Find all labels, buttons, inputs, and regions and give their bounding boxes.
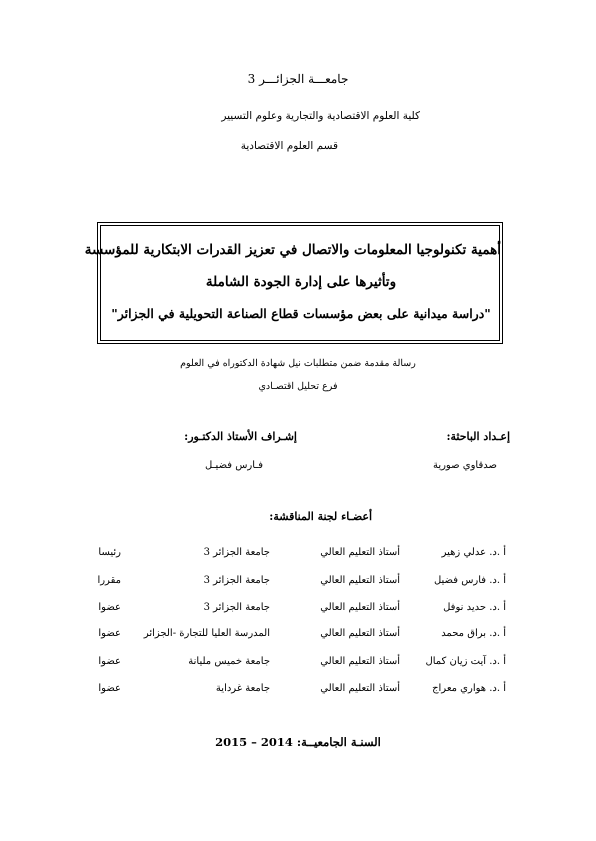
member-institution: جامعة الجزائر 3: [203, 602, 270, 613]
thesis-statement: رسالة مقدمة ضمن متطلبات نيل شهادة الدكتوراه في العلوم: [180, 358, 416, 369]
title-line-1: أهمية تكنولوجيا المعلومات والاتصال في تعزيز القدرات الابتكارية للمؤسسة: [84, 242, 501, 258]
committee-row: [0, 683, 596, 703]
academic-year: السنـة الجامعيــة: 2014 – 2015: [215, 735, 381, 749]
member-rank: أستاذ التعليم العالي: [320, 547, 400, 558]
title-subtitle: "دراسة ميدانية على بعض مؤسسات قطاع الصناعة التحويلية في الجزائر": [111, 306, 491, 321]
committee-row: [0, 602, 596, 622]
member-name: أ .د. آيت زيان كمال: [425, 656, 506, 667]
member-name: أ .د. حديد نوفل: [443, 602, 506, 613]
thesis-branch: فرع تحليل اقتصـادي: [258, 381, 338, 392]
member-rank: أستاذ التعليم العالي: [320, 575, 400, 586]
prepared-by-label: إعـداد الباحثة:: [446, 430, 510, 443]
committee-row: [0, 628, 596, 648]
member-role: عضوا: [98, 602, 121, 613]
member-name: أ .د. فارس فضيل: [433, 575, 506, 586]
member-role: مقررا: [97, 575, 121, 586]
member-rank: أستاذ التعليم العالي: [320, 628, 400, 639]
title-box: [84, 225, 501, 341]
supervisor-name: فـارس فضيـل: [205, 460, 263, 471]
member-name: أ .د. هواري معراج: [432, 683, 506, 694]
member-institution: جامعة الجزائر 3: [203, 575, 270, 586]
member-role: عضوا: [98, 656, 121, 667]
member-name: أ .د. عدلي زهير: [441, 547, 506, 558]
title-line-2: وتأثيرها على إدارة الجودة الشاملة: [205, 274, 397, 290]
committee-label: أعضـاء لجنة المناقشة:: [269, 510, 372, 523]
committee-row: [0, 656, 596, 676]
university-name: جامعـــة الجزائـــر 3: [247, 72, 349, 86]
member-role: رئيسا: [98, 547, 121, 558]
faculty-name: كلية العلوم الاقتصادية والتجارية وعلوم التسيير: [221, 110, 420, 122]
member-name: أ .د. براق محمد: [441, 628, 506, 639]
committee-row: [0, 575, 596, 595]
member-institution: جامعة الجزائر 3: [203, 547, 270, 558]
member-rank: أستاذ التعليم العالي: [320, 683, 400, 694]
member-role: عضوا: [98, 628, 121, 639]
member-institution: جامعة غرداية: [215, 683, 270, 694]
member-rank: أستاذ التعليم العالي: [320, 656, 400, 667]
supervisor-label: إشـراف الأستاذ الدكتـور:: [184, 430, 297, 443]
department-name: قسم العلوم الاقتصادية: [240, 140, 338, 152]
researcher-name: صدقاوي صورية: [432, 460, 497, 471]
member-institution: جامعة خميس مليانة: [188, 656, 270, 667]
member-institution: المدرسة العليا للتجارة -الجزائر: [143, 628, 270, 639]
member-role: عضوا: [98, 683, 121, 694]
member-rank: أستاذ التعليم العالي: [320, 602, 400, 613]
committee-row: [0, 547, 596, 567]
